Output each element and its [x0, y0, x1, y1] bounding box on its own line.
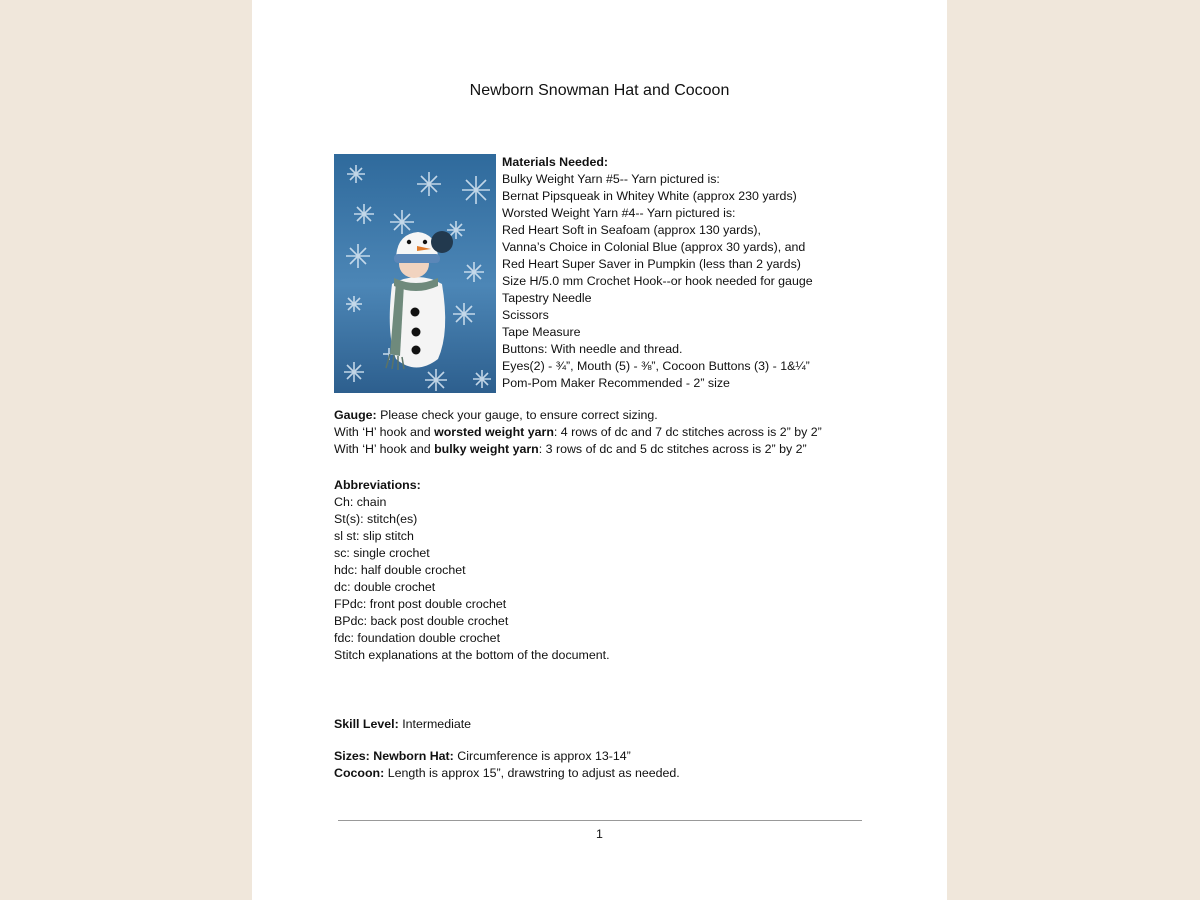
gauge-section [334, 407, 894, 458]
abbreviation-item: St(s): stitch(es) [334, 512, 418, 526]
cocoon-size: Cocoon: Length is approx 15”, drawstring to adjust as needed. [334, 766, 680, 780]
materials-heading: Materials Needed: [502, 155, 609, 169]
gauge-label: Gauge: [334, 408, 377, 422]
material-item: Pom-Pom Maker Recommended - 2” size [502, 376, 730, 390]
abbreviations-heading: Abbreviations: [334, 478, 421, 492]
material-item: Eyes(2) - ¾”, Mouth (5) - ⅜”, Cocoon Buttons (3) - 1&¼” [502, 359, 810, 373]
hat-size: Sizes: Newborn Hat: Circumference is approx 13-14” [334, 749, 631, 763]
material-item: Red Heart Super Saver in Pumpkin (less than 2 yards) [502, 257, 801, 271]
material-item: Scissors [502, 308, 549, 322]
skill-label: Skill Level: [334, 717, 399, 731]
material-item: Bulky Weight Yarn #5-- Yarn pictured is: [502, 172, 720, 186]
material-item: Buttons: With needle and thread. [502, 342, 683, 356]
abbreviation-item: sc: single crochet [334, 546, 430, 560]
material-item: Size H/5.0 mm Crochet Hook--or hook needed for gauge [502, 274, 813, 288]
skill-value: Intermediate [398, 717, 472, 731]
abbreviations-section [334, 477, 894, 664]
document-page [252, 0, 947, 900]
abbreviation-item: Ch: chain [334, 495, 387, 509]
abbreviation-item: sl st: slip stitch [334, 529, 414, 543]
gauge-worsted: With ‘H’ hook and worsted weight yarn: 4 rows of dc and 7 dc stitches across is 2” by 2” [334, 425, 822, 439]
abbreviation-item: BPdc: back post double crochet [334, 614, 509, 628]
material-item: Worsted Weight Yarn #4-- Yarn pictured is: [502, 206, 736, 220]
page-number: 1 [596, 827, 603, 841]
abbreviation-item: fdc: foundation double crochet [334, 631, 501, 645]
skill-level [334, 716, 894, 733]
abbreviation-item: dc: double crochet [334, 580, 436, 594]
abbreviation-note: Stitch explanations at the bottom of the document. [334, 648, 610, 662]
document-title: Newborn Snowman Hat and Cocoon [469, 82, 730, 99]
material-item: Vanna’s Choice in Colonial Blue (approx 30 yards), and [502, 240, 806, 254]
material-item: Tapestry Needle [502, 291, 592, 305]
sizes-section [334, 748, 894, 782]
baby-snowman-illustration [334, 154, 496, 393]
footer-divider [338, 820, 862, 821]
gauge-bulky: With ‘H’ hook and bulky weight yarn: 3 rows of dc and 5 dc stitches across is 2” by 2” [334, 442, 807, 456]
material-item: Tape Measure [502, 325, 581, 339]
snowman-cocoon-photo [334, 154, 496, 393]
materials-section [502, 154, 902, 392]
abbreviation-item: hdc: half double crochet [334, 563, 466, 577]
abbreviation-item: FPdc: front post double crochet [334, 597, 507, 611]
gauge-intro [334, 407, 894, 424]
material-item: Bernat Pipsqueak in Whitey White (approx 230 yards) [502, 189, 797, 203]
material-item: Red Heart Soft in Seafoam (approx 130 yards), [502, 223, 761, 237]
gauge-text: Please check your gauge, to ensure correct sizing. [376, 408, 658, 422]
